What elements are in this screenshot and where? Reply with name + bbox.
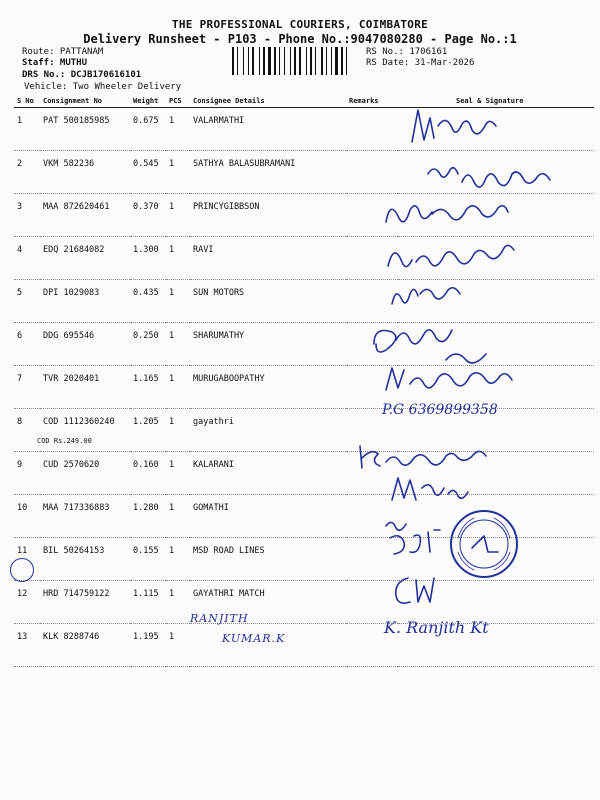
handwritten-phone: P.G 6369899358 — [382, 402, 498, 418]
cell-consignment: DDG 695546 — [40, 323, 130, 366]
cell-pcs: 1 — [166, 366, 190, 409]
cell-sno: 13 — [14, 624, 40, 667]
cell-remarks — [346, 151, 398, 194]
cell-consignee: gayathri — [190, 409, 346, 452]
cell-pcs: 1 — [166, 194, 190, 237]
cell-pcs: 1 — [166, 237, 190, 280]
signature-row-7 — [378, 362, 538, 402]
cell-consignment: TVR 2020401 — [40, 366, 130, 409]
cell-sno: 5 — [14, 280, 40, 323]
cell-weight: 0.250 — [130, 323, 166, 366]
cell-consignee: RAVI — [190, 237, 346, 280]
cell-sno: 6 — [14, 323, 40, 366]
cell-consignee: PRINCYGIBBSON — [190, 194, 346, 237]
signature-row-3 — [380, 192, 530, 240]
cell-consignee: MURUGABOOPATHY — [190, 366, 346, 409]
cell-consignee: SATHYA BALASUBRAMANI — [190, 151, 346, 194]
handwritten-name-line-2: KUMAR.K — [222, 632, 286, 645]
cell-consignment: DPI 1029083 — [40, 280, 130, 323]
cell-consignment: MAA 872620461 — [40, 194, 130, 237]
cell-sno: 4 — [14, 237, 40, 280]
cell-weight: 1.300 — [130, 237, 166, 280]
cell-weight: 1.195 — [130, 624, 166, 667]
cell-consignee: SHARUMATHY — [190, 323, 346, 366]
cell-consignee: MSD ROAD LINES — [190, 538, 346, 581]
company-title: THE PROFESSIONAL COURIERS, COIMBATORE — [171, 18, 429, 31]
cell-consignment: VKM 582236 — [40, 151, 130, 194]
col-remarks: Remarks — [346, 94, 398, 108]
handwritten-name-line-1: RANJITH — [190, 612, 249, 625]
cell-sno: 3 — [14, 194, 40, 237]
cell-consignment: PAT 500185985 — [40, 108, 130, 151]
cell-sno: 10 — [14, 495, 40, 538]
cell-pcs: 1 — [166, 495, 190, 538]
col-sno: S No — [14, 94, 40, 108]
vehicle-label: Vehicle: Two Wheeler Delivery — [24, 82, 182, 92]
company-seal-stamp — [448, 508, 520, 580]
cell-consignment: MAA 717336883 — [40, 495, 130, 538]
cell-sno: 9 — [14, 452, 40, 495]
col-consignee: Consignee Details — [190, 94, 346, 108]
runsheet-title: Delivery Runsheet - P103 - Phone No.:9047080280 - Page No.:1 — [83, 32, 517, 46]
rs-no-label: RS No.: 1706161 — [366, 47, 448, 57]
cell-remarks — [346, 108, 398, 151]
cell-weight: 0.545 — [130, 151, 166, 194]
table-row — [14, 323, 594, 366]
cell-consignee: GAYATHRI MATCH — [190, 581, 346, 624]
drs-label: DRS No.: DCJB170616101 — [22, 70, 142, 80]
route-label: Route: PATTANAM — [22, 47, 104, 57]
cell-weight: 0.155 — [130, 538, 166, 581]
table-row — [14, 280, 594, 323]
cell-consignment: KLK 8288746 — [40, 624, 130, 667]
cell-consignment: COD 1112360240 COD Rs.249.00 — [40, 409, 130, 452]
cell-weight: 1.165 — [130, 366, 166, 409]
cell-pcs: 1 — [166, 151, 190, 194]
cell-pcs: 1 — [166, 581, 190, 624]
cell-pcs: 1 — [166, 452, 190, 495]
signature-row-5 — [386, 276, 476, 316]
col-weight: Weight — [130, 94, 166, 108]
cell-pcs: 1 — [166, 409, 190, 452]
staff-label: Staff: MUTHU — [22, 58, 88, 68]
table-row — [14, 624, 594, 667]
cell-consignee: VALARMATHI — [190, 108, 346, 151]
cell-consignment: EDQ 21684082 — [40, 237, 130, 280]
cell-weight: 0.675 — [130, 108, 166, 151]
signature-row-13: K. Ranjith Kt — [384, 618, 489, 637]
signature-row-12 — [388, 572, 448, 612]
cell-pcs: 1 — [166, 323, 190, 366]
cell-sno: 12 — [14, 581, 40, 624]
cell-sno: 11 — [14, 538, 40, 581]
cell-pcs: 1 — [166, 624, 190, 667]
cell-consignee — [190, 624, 346, 667]
cell-consignee: KALARANI — [190, 452, 346, 495]
cell-sno: 8 — [14, 409, 40, 452]
cell-consignment: HRD 714759122 — [40, 581, 130, 624]
cell-sno: 7 — [14, 366, 40, 409]
cell-pcs: 1 — [166, 280, 190, 323]
cell-weight: 1.205 — [130, 409, 166, 452]
col-consignment: Consignment No — [40, 94, 130, 108]
cell-consignment: CUD 2570620 — [40, 452, 130, 495]
cell-weight: 0.370 — [130, 194, 166, 237]
cell-weight: 1.115 — [130, 581, 166, 624]
cell-consignee: GOMATHI — [190, 495, 346, 538]
col-signature: Seal & Signature — [398, 94, 594, 108]
rs-date-label: RS Date: 31-Mar-2026 — [366, 58, 475, 68]
row-12-circle-mark — [10, 558, 34, 582]
cell-pcs: 1 — [166, 108, 190, 151]
col-pcs: PCS — [166, 94, 190, 108]
cell-consignment: BIL 50264153 — [40, 538, 130, 581]
table-row — [14, 581, 594, 624]
cell-sno: 1 — [14, 108, 40, 151]
cell-sno: 2 — [14, 151, 40, 194]
cell-pcs: 1 — [166, 538, 190, 581]
signature-row-1 — [404, 104, 514, 154]
cell-weight: 0.160 — [130, 452, 166, 495]
cell-weight: 1.280 — [130, 495, 166, 538]
cell-weight: 0.435 — [130, 280, 166, 323]
barcode — [232, 47, 360, 75]
cod-note: COD Rs.249.00 — [37, 437, 92, 445]
cell-consignee: SUN MOTORS — [190, 280, 346, 323]
